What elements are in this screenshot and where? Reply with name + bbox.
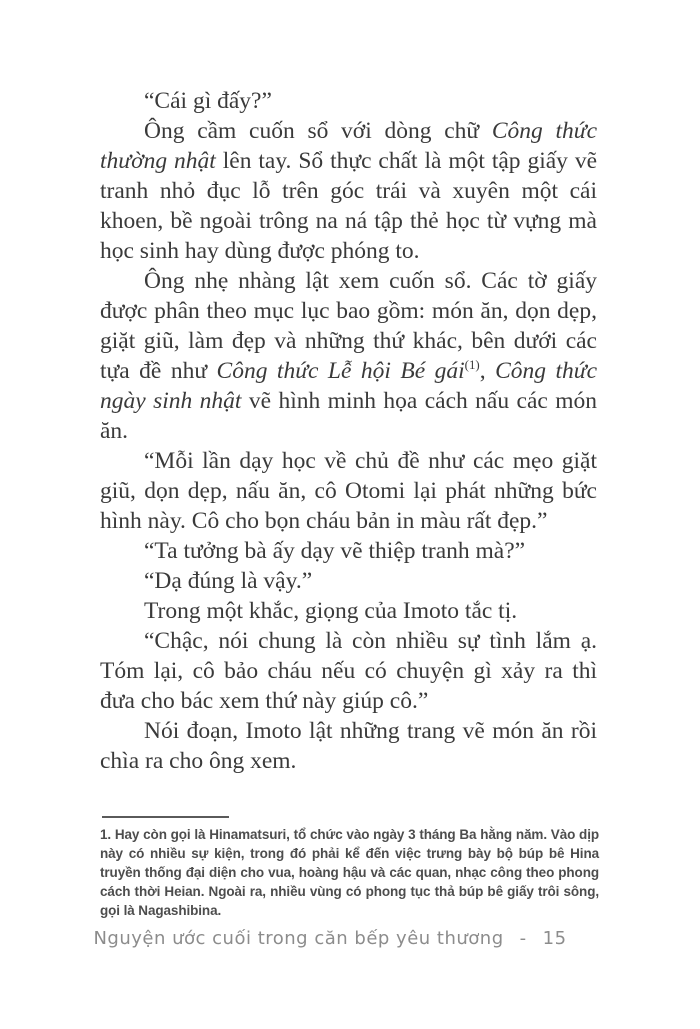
text-run: “Dạ đúng là vậy.” <box>144 568 313 594</box>
text-run: “Cái gì đấy?” <box>144 88 272 114</box>
paragraph <box>100 116 597 266</box>
footnote-reference-marker: (1) <box>464 357 480 373</box>
italic-title-run: Công thức thường nhật <box>100 118 597 174</box>
footnote-text: 1. Hay còn gọi là Hinamatsuri, tổ chức vào ngày 3 tháng Ba hằng năm. Vào dịp này có nhiều sự kiện, trong đó phải kể đến việc trưng bày bộ búp bê Hina truyền thống đại diện cho vua, hoàng hậu và các quan, nhạc công theo phong cách thời Heian. Ngoài ra, nhiều vùng có phong tục thả búp bê giấy trôi sông, gọi là Nagashibina. <box>100 827 599 918</box>
paragraph <box>100 626 597 716</box>
footer-page-number: 15 <box>542 928 567 949</box>
text-run: lên tay. Sổ thực chất là một tập giấy vẽ tranh nhỏ đục lỗ trên góc trái và xuyên một cái khoen, bề ngoài trông na ná tập thẻ học từ vựng mà học sinh hay dùng được phóng to. <box>100 148 598 264</box>
text-run: “Ta tưởng bà ấy dạy vẽ thiệp tranh mà?” <box>144 538 526 564</box>
footnote-divider <box>102 816 229 818</box>
paragraph <box>100 266 597 446</box>
paragraph <box>100 566 597 596</box>
paragraph <box>100 446 597 536</box>
text-run: Trong một khắc, giọng của Imoto tắc tị. <box>144 598 518 624</box>
text-run: vẽ hình minh họa cách nấu các món ăn. <box>100 388 597 444</box>
footer-separator: - <box>519 928 527 949</box>
italic-title-run: Công thức Lễ hội Bé gái <box>216 358 465 384</box>
italic-title-run: Công thức ngày sinh nhật <box>100 358 597 414</box>
paragraph <box>100 596 597 626</box>
paragraph <box>100 536 597 566</box>
paragraph <box>100 86 597 116</box>
paragraph <box>100 716 597 776</box>
text-run: Ông cầm cuốn sổ với dòng chữ <box>144 118 492 144</box>
body-text <box>100 86 597 776</box>
text-run: , <box>479 358 496 384</box>
page-footer <box>0 928 660 949</box>
text-run: Ông nhẹ nhàng lật xem cuốn sổ. Các tờ giấy được phân theo mục lục bao gồm: món ăn, dọn dẹp, giặt giũ, làm đẹp và những thứ khác, bên dưới các tựa đề như <box>100 268 597 384</box>
text-run: Nói đoạn, Imoto lật những trang vẽ món ăn rồi chìa ra cho ông xem. <box>100 718 597 774</box>
text-run: “Mỗi lần dạy học về chủ đề như các mẹo giặt giũ, dọn dẹp, nấu ăn, cô Otomi lại phát những bức hình này. Cô cho bọn cháu bản in màu rất đẹp.” <box>100 448 597 534</box>
footer-book-title: Nguyện ước cuối trong căn bếp yêu thương <box>93 928 504 949</box>
text-run: “Chậc, nói chung là còn nhiều sự tình lắm ạ. Tóm lại, cô bảo cháu nếu có chuyện gì xảy ra thì đưa cho bác xem thứ này giúp cô.” <box>100 628 597 714</box>
